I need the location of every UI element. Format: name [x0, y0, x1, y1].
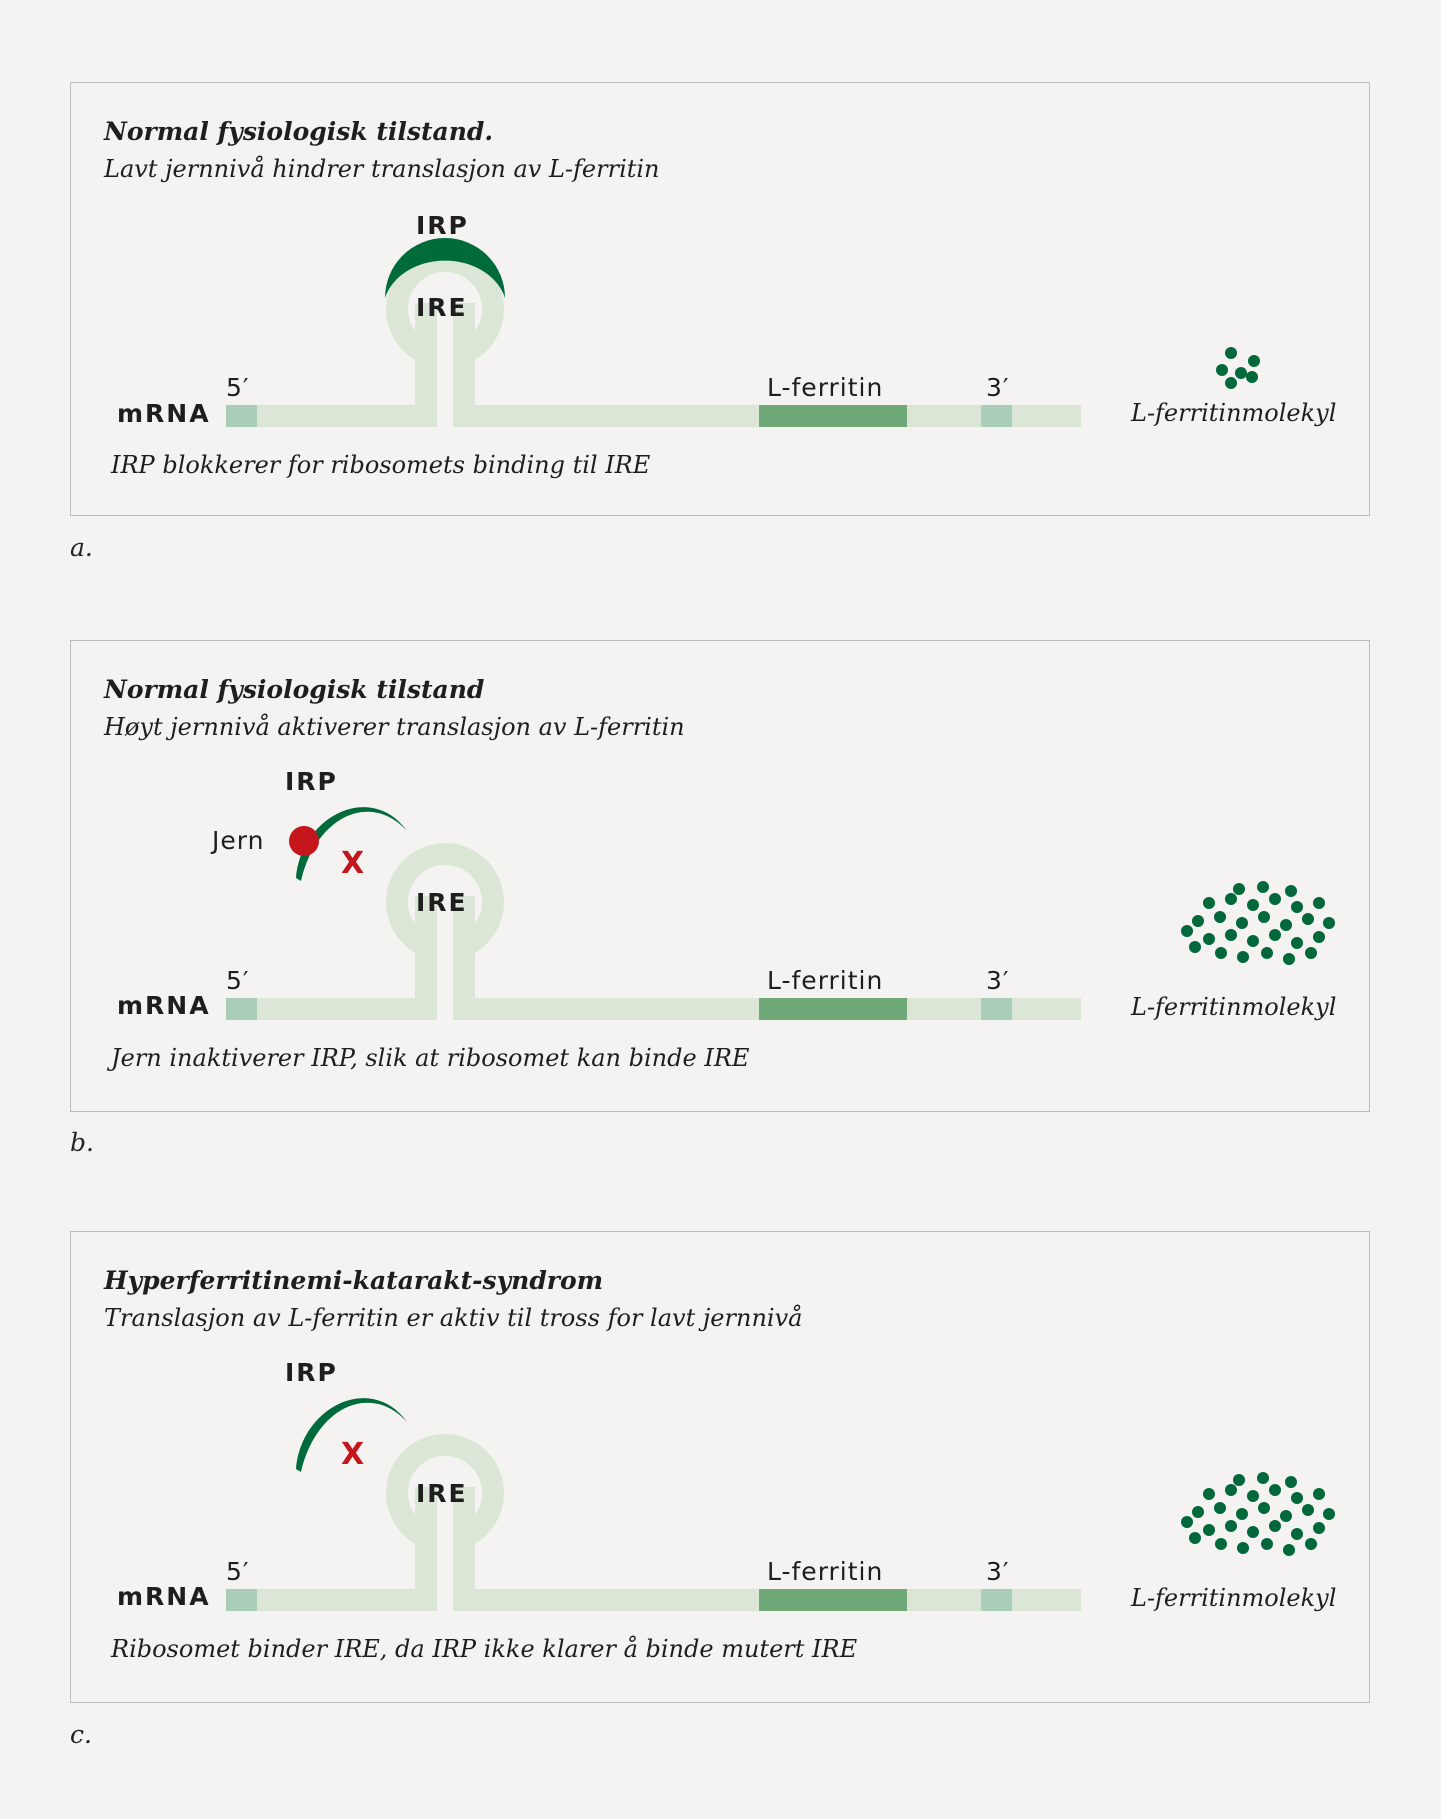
molecule-dot — [1236, 1508, 1248, 1520]
molecule-dot — [1313, 931, 1325, 943]
molecule-dot — [1181, 925, 1193, 937]
lferritin-gene-label: L-ferritin — [767, 966, 884, 995]
three-prime-utr-box — [981, 1589, 1012, 1611]
molecule-dot — [1203, 897, 1215, 909]
lferritin-molecule-label: L-ferritinmolekyl — [1131, 1584, 1337, 1612]
mrna-label: mRNA — [117, 991, 211, 1020]
molecule-dot — [1247, 1490, 1259, 1502]
panel-a — [70, 82, 1370, 516]
panel-b — [70, 640, 1370, 1112]
five-prime-label: 5′ — [226, 1557, 250, 1586]
molecule-dot — [1283, 953, 1295, 965]
molecule-dot — [1225, 1484, 1237, 1496]
ire-stem-loop — [397, 1445, 493, 1613]
molecule-dot — [1237, 1542, 1249, 1554]
panel-c-subtitle: Translasjon av L-ferritin er aktiv til tross for lavt jernnivå — [104, 1304, 803, 1332]
five-prime-label: 5′ — [226, 966, 250, 995]
lferritin-molecule-label: L-ferritinmolekyl — [1131, 399, 1337, 427]
molecule-dot — [1203, 933, 1215, 945]
lferritin-gene-label: L-ferritin — [767, 1557, 884, 1586]
ire-stem-loop — [397, 261, 493, 429]
lferritin-molecules-few — [1216, 347, 1260, 389]
molecule-dot — [1247, 935, 1259, 947]
irp-label: IRP — [416, 211, 469, 240]
lferritin-molecules-many — [1181, 881, 1335, 965]
iron-label: Jern — [212, 826, 265, 855]
molecule-dot — [1323, 1508, 1335, 1520]
molecule-dot — [1236, 917, 1248, 929]
panel-a-label: a. — [70, 533, 93, 562]
three-prime-utr-box — [981, 405, 1012, 427]
ire-label: IRE — [416, 293, 468, 322]
molecule-dot — [1269, 1520, 1281, 1532]
molecule-dot — [1215, 947, 1227, 959]
ire-label: IRE — [416, 1479, 468, 1508]
molecule-dot — [1225, 929, 1237, 941]
panel-c-caption: Ribosomet binder IRE, da IRP ikke klarer å binde mutert IRE — [111, 1635, 858, 1663]
panel-a-title: Normal fysiologisk tilstand. — [104, 117, 494, 146]
lferritin-molecules-many — [1181, 1472, 1335, 1556]
blocked-x-mark: X — [341, 846, 365, 881]
molecule-dot — [1189, 941, 1201, 953]
mrna-strand — [226, 1589, 1081, 1611]
three-prime-utr-box — [981, 998, 1012, 1020]
five-prime-utr-box — [226, 1589, 257, 1611]
molecule-dot — [1235, 367, 1247, 379]
five-prime-utr-box — [226, 405, 257, 427]
panel-b-caption: Jern inaktiverer IRP, slik at ribosomet kan binde IRE — [111, 1044, 750, 1072]
molecule-dot — [1258, 911, 1270, 923]
panel-b-diagram — [71, 641, 1371, 1113]
mrna-strand — [226, 998, 1081, 1020]
mrna-strand — [226, 405, 1081, 427]
molecule-dot — [1261, 1538, 1273, 1550]
molecule-dot — [1257, 1472, 1269, 1484]
mrna-label: mRNA — [117, 1582, 211, 1611]
lferritin-coding-box — [759, 1589, 907, 1611]
lferritin-molecule-label: L-ferritinmolekyl — [1131, 993, 1337, 1021]
molecule-dot — [1269, 893, 1281, 905]
three-prime-label: 3′ — [986, 373, 1010, 402]
molecule-dot — [1203, 1488, 1215, 1500]
molecule-dot — [1258, 1502, 1270, 1514]
lferritin-coding-box — [759, 998, 907, 1020]
ire-label: IRE — [416, 888, 468, 917]
five-prime-label: 5′ — [226, 373, 250, 402]
three-prime-label: 3′ — [986, 1557, 1010, 1586]
molecule-dot — [1269, 1484, 1281, 1496]
molecule-dot — [1181, 1516, 1193, 1528]
molecule-dot — [1323, 917, 1335, 929]
three-prime-label: 3′ — [986, 966, 1010, 995]
molecule-dot — [1225, 1520, 1237, 1532]
molecule-dot — [1233, 883, 1245, 895]
molecule-dot — [1305, 947, 1317, 959]
molecule-dot — [1291, 901, 1303, 913]
molecule-dot — [1269, 929, 1281, 941]
lferritin-coding-box — [759, 405, 907, 427]
panel-a-caption: IRP blokkerer for ribosomets binding til IRE — [111, 451, 651, 479]
molecule-dot — [1291, 937, 1303, 949]
molecule-dot — [1291, 1528, 1303, 1540]
molecule-dot — [1283, 1544, 1295, 1556]
panel-c-title: Hyperferritinemi-katarakt-syndrom — [104, 1266, 604, 1295]
molecule-dot — [1225, 347, 1237, 359]
molecule-dot — [1247, 899, 1259, 911]
molecule-dot — [1261, 947, 1273, 959]
molecule-dot — [1305, 1538, 1317, 1550]
molecule-dot — [1225, 377, 1237, 389]
molecule-dot — [1192, 915, 1204, 927]
molecule-dot — [1257, 881, 1269, 893]
molecule-dot — [1215, 1538, 1227, 1550]
panel-c-label: c. — [70, 1720, 92, 1749]
molecule-dot — [1291, 1492, 1303, 1504]
molecule-dot — [1280, 919, 1292, 931]
panel-b-title: Normal fysiologisk tilstand — [104, 675, 485, 704]
molecule-dot — [1225, 893, 1237, 905]
molecule-dot — [1214, 911, 1226, 923]
molecule-dot — [1248, 355, 1260, 367]
panel-b-label: b. — [70, 1128, 94, 1157]
molecule-dot — [1192, 1506, 1204, 1518]
molecule-dot — [1302, 913, 1314, 925]
molecule-dot — [1189, 1532, 1201, 1544]
blocked-x-mark: X — [341, 1437, 365, 1472]
molecule-dot — [1246, 371, 1258, 383]
molecule-dot — [1237, 951, 1249, 963]
irp-label: IRP — [285, 1358, 338, 1387]
molecule-dot — [1285, 885, 1297, 897]
ire-stem-loop — [397, 854, 493, 1022]
five-prime-utr-box — [226, 998, 257, 1020]
panel-c — [70, 1231, 1370, 1703]
mrna-label: mRNA — [117, 399, 211, 428]
panel-b-subtitle: Høyt jernnivå aktiverer translasjon av L-ferritin — [104, 713, 685, 741]
molecule-dot — [1313, 1488, 1325, 1500]
molecule-dot — [1302, 1504, 1314, 1516]
molecule-dot — [1233, 1474, 1245, 1486]
molecule-dot — [1285, 1476, 1297, 1488]
molecule-dot — [1214, 1502, 1226, 1514]
molecule-dot — [1216, 364, 1228, 376]
iron-ball — [289, 826, 319, 856]
panel-c-diagram — [71, 1232, 1371, 1704]
molecule-dot — [1247, 1526, 1259, 1538]
panel-a-subtitle: Lavt jernnivå hindrer translasjon av L-ferritin — [104, 155, 660, 183]
molecule-dot — [1280, 1510, 1292, 1522]
molecule-dot — [1203, 1524, 1215, 1536]
lferritin-gene-label: L-ferritin — [767, 373, 884, 402]
molecule-dot — [1313, 897, 1325, 909]
molecule-dot — [1313, 1522, 1325, 1534]
irp-label: IRP — [285, 767, 338, 796]
